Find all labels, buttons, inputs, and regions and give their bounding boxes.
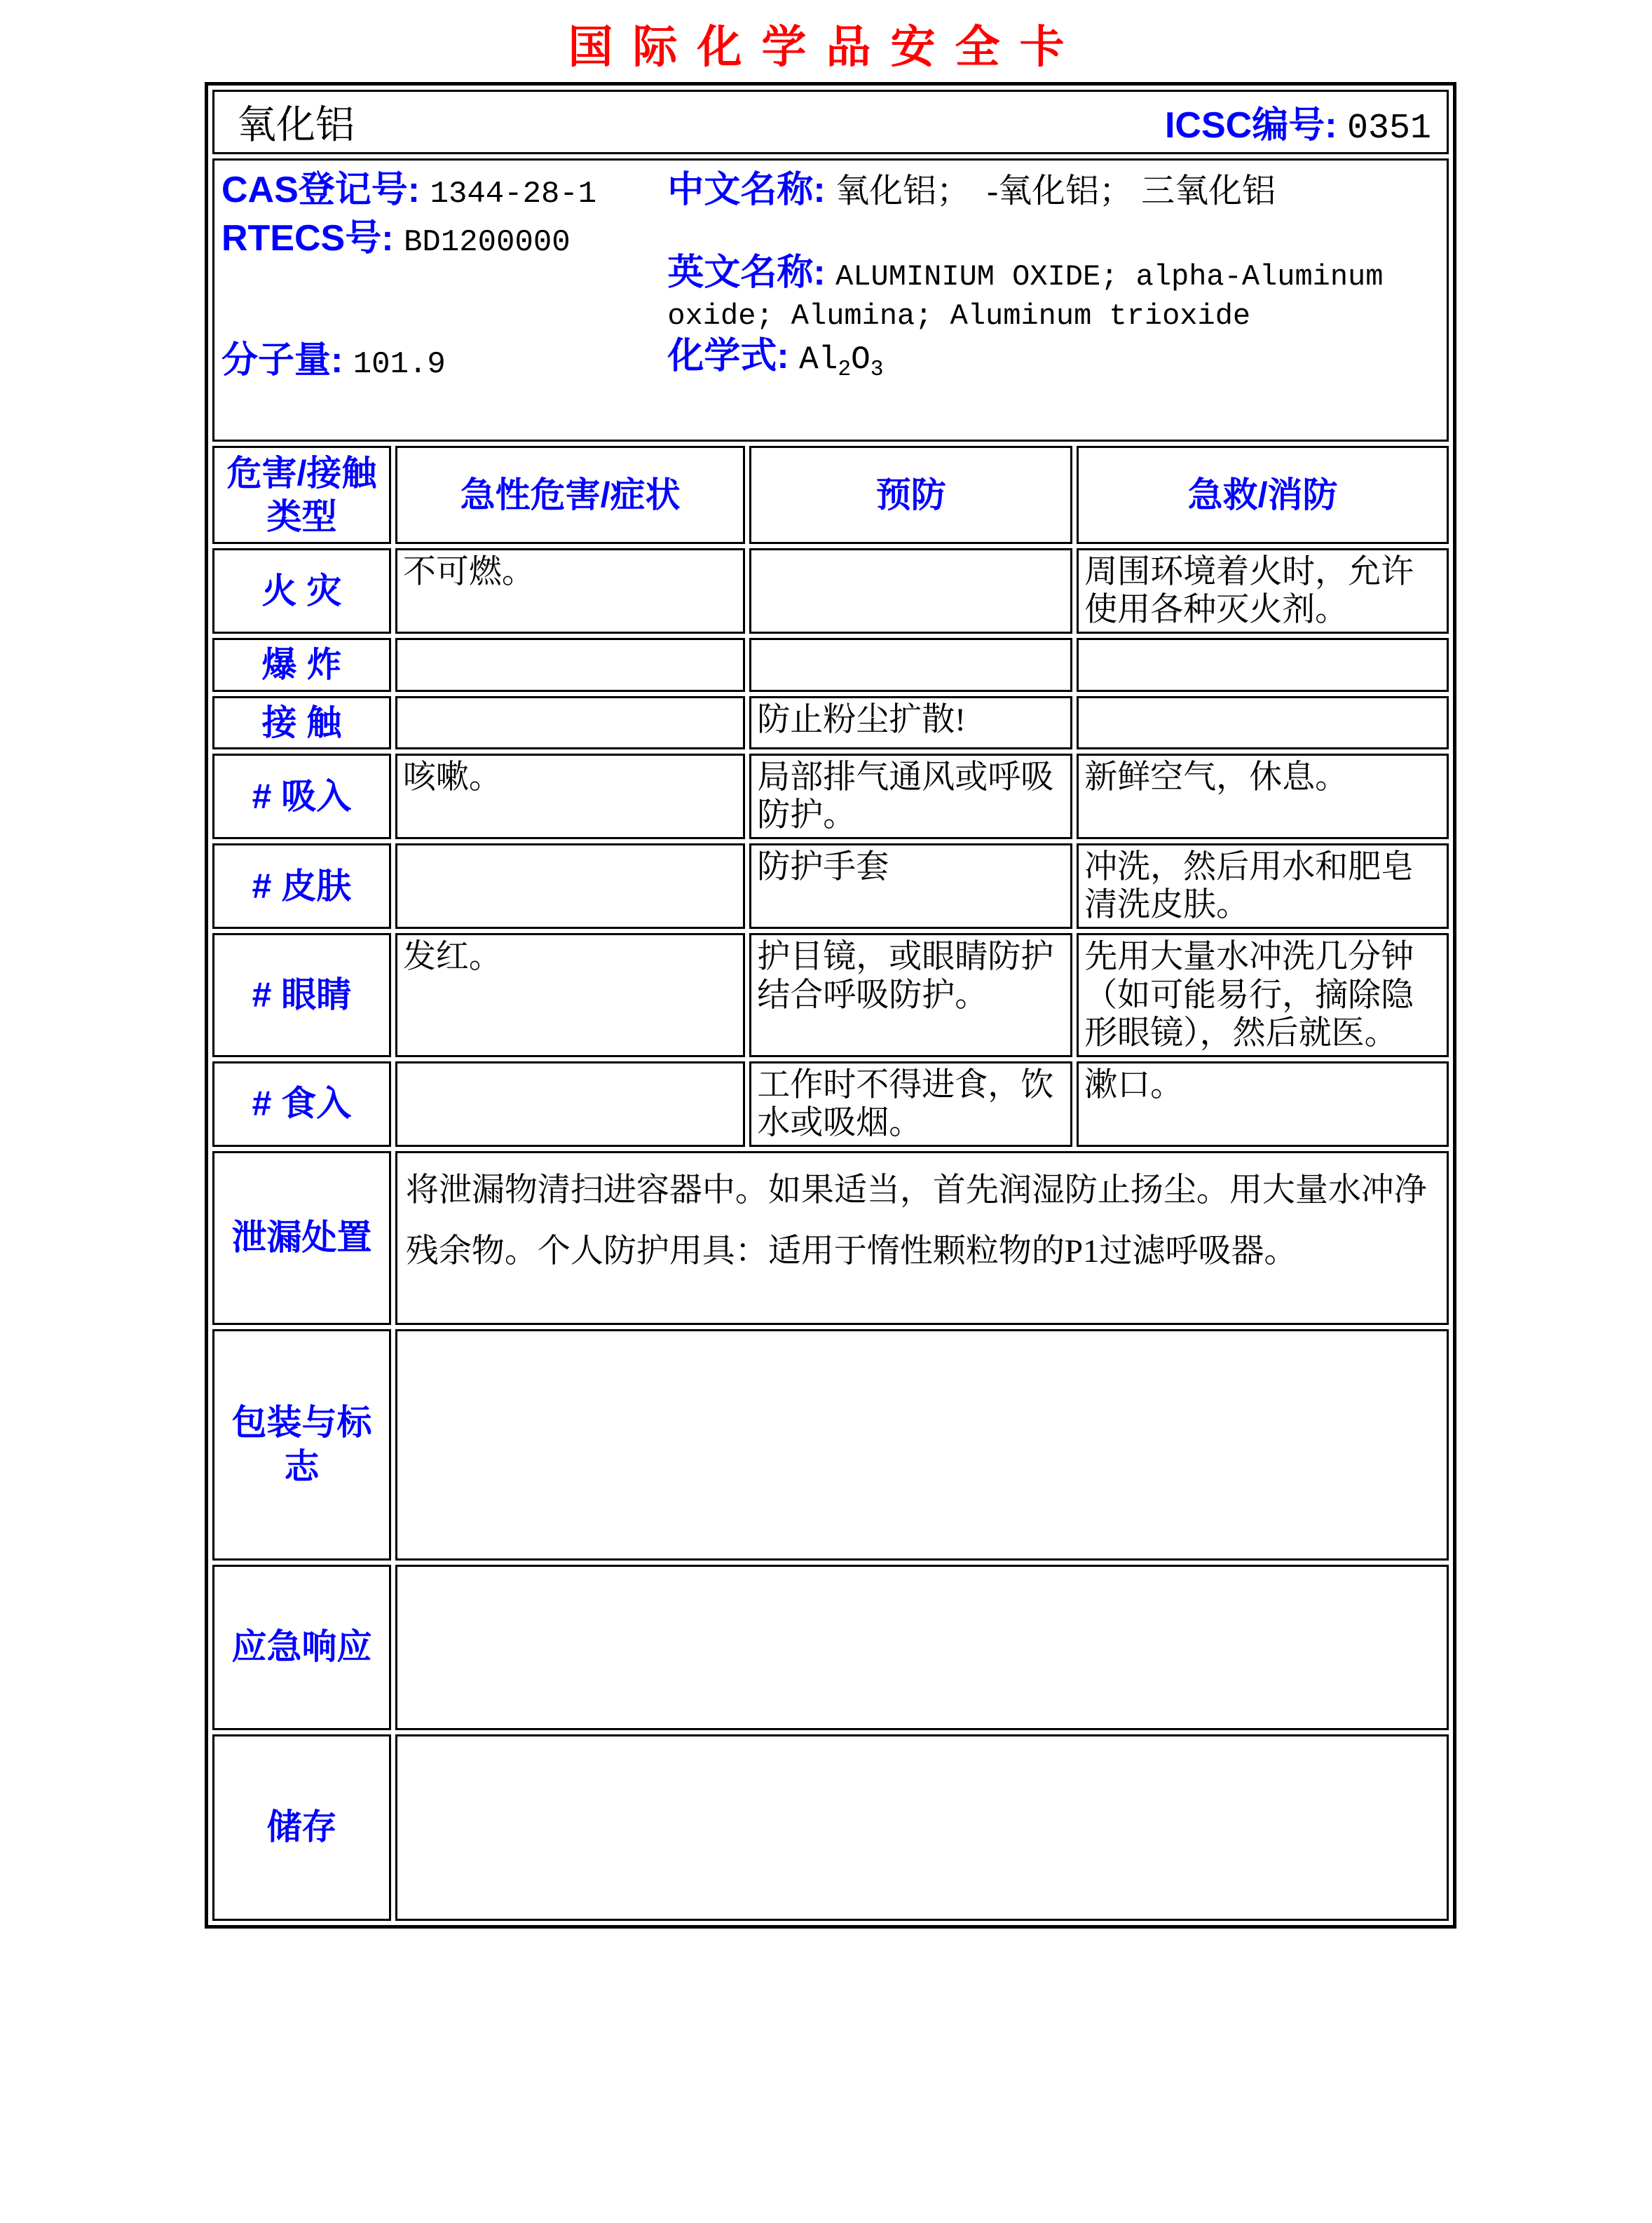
skin-symptoms bbox=[395, 843, 745, 929]
table-row-spillage bbox=[212, 1151, 1449, 1325]
ingestion-first-aid: 漱口。 bbox=[1077, 1061, 1449, 1147]
rtecs-value: BD1200000 bbox=[404, 225, 571, 261]
storage-content bbox=[395, 1734, 1449, 1921]
eyes-first-aid: 先用大量水冲洗几分钟（如可能易行，摘除隐形眼镜），然后就医。 bbox=[1077, 933, 1449, 1056]
skin-prevention: 防护手套 bbox=[749, 843, 1072, 929]
explosion-first-aid bbox=[1077, 638, 1449, 692]
table-row bbox=[212, 158, 1449, 442]
row-label-explosion: 爆 炸 bbox=[212, 638, 391, 692]
chinese-name-value: 氧化铝； -氧化铝； 三氧化铝 bbox=[835, 172, 1276, 210]
cas-field bbox=[221, 169, 667, 213]
registry-cell bbox=[212, 158, 1449, 442]
header-hazard-type: 危害/接触类型 bbox=[212, 446, 391, 544]
chinese-name-field bbox=[667, 169, 1437, 213]
table-row-explosion bbox=[212, 638, 1449, 692]
table-row bbox=[212, 90, 1449, 154]
row-label-fire: 火 灾 bbox=[212, 548, 391, 634]
rtecs-label: RTECS号: bbox=[221, 218, 404, 259]
header-first-aid: 急救/消防 bbox=[1077, 446, 1449, 544]
row-label-packaging: 包装与标志 bbox=[212, 1329, 391, 1561]
molecular-weight-field bbox=[221, 339, 667, 383]
table-row-eyes bbox=[212, 933, 1449, 1056]
english-name-label: 英文名称: bbox=[667, 252, 836, 294]
spillage-content: 将泄漏物清扫进容器中。如果适当，首先润湿防止扬尘。用大量水冲净残余物。个人防护用具：适用于惰性颗粒物的P1过滤呼吸器。 bbox=[395, 1151, 1449, 1325]
header-prevention: 预防 bbox=[749, 446, 1072, 544]
cas-value: 1344-28-1 bbox=[430, 177, 597, 212]
eyes-symptoms: 发红。 bbox=[395, 933, 745, 1056]
row-label-storage: 储存 bbox=[212, 1734, 391, 1921]
fire-first-aid: 周围环境着火时，允许使用各种灭火剂。 bbox=[1077, 548, 1449, 634]
substance-header bbox=[214, 94, 1447, 150]
chinese-name-label: 中文名称: bbox=[667, 170, 836, 211]
header-acute-symptoms: 急性危害/症状 bbox=[395, 446, 745, 544]
page-title: 国际化学品安全卡 bbox=[568, 22, 1084, 72]
molecular-weight-label: 分子量: bbox=[221, 340, 353, 381]
english-name-value: ALUMINIUM OXIDE; alpha-Aluminum oxide; Alumina; Aluminum trioxide bbox=[667, 260, 1401, 333]
chemical-formula-label: 化学式: bbox=[667, 336, 800, 377]
table-row-ingestion bbox=[212, 1061, 1449, 1147]
table-row-storage bbox=[212, 1734, 1449, 1921]
row-label-ingestion: # 食入 bbox=[212, 1061, 391, 1147]
english-name-field bbox=[667, 250, 1410, 335]
row-label-spillage: 泄漏处置 bbox=[212, 1151, 391, 1325]
table-row-emergency bbox=[212, 1565, 1449, 1730]
table-row-skin bbox=[212, 843, 1449, 929]
molecular-weight-value: 101.9 bbox=[353, 347, 446, 383]
substance-header-cell bbox=[212, 90, 1449, 154]
row-label-emergency: 应急响应 bbox=[212, 1565, 391, 1730]
substance-name: 氧化铝 bbox=[237, 104, 355, 148]
inhalation-symptoms: 咳嗽。 bbox=[395, 754, 745, 839]
contact-first-aid bbox=[1077, 696, 1449, 750]
registry-grid bbox=[214, 161, 1447, 395]
row-label-eyes: # 眼睛 bbox=[212, 933, 391, 1056]
row-label-contact: 接 触 bbox=[212, 696, 391, 750]
hazard-header-row bbox=[212, 446, 1449, 544]
emergency-content bbox=[395, 1565, 1449, 1730]
inhalation-first-aid: 新鲜空气，休息。 bbox=[1077, 754, 1449, 839]
inhalation-prevention: 局部排气通风或呼吸防护。 bbox=[749, 754, 1072, 839]
fire-symptoms: 不可燃。 bbox=[395, 548, 745, 634]
chemical-formula-value: $Al_2O_3$ bbox=[799, 341, 884, 383]
row-label-inhalation: # 吸入 bbox=[212, 754, 391, 839]
packaging-content bbox=[395, 1329, 1449, 1561]
ingestion-symptoms bbox=[395, 1061, 745, 1147]
chemical-formula-field bbox=[667, 335, 1437, 383]
contact-prevention: 防止粉尘扩散! bbox=[749, 696, 1072, 750]
explosion-prevention bbox=[749, 638, 1072, 692]
icsc-number-block bbox=[1165, 95, 1431, 149]
row-label-skin: # 皮肤 bbox=[212, 843, 391, 929]
fire-prevention bbox=[749, 548, 1072, 634]
icsc-number-label: ICSC编号: bbox=[1164, 105, 1347, 147]
skin-first-aid: 冲洗，然后用水和肥皂清洗皮肤。 bbox=[1077, 843, 1449, 929]
eyes-prevention: 护目镜，或眼睛防护结合呼吸防护。 bbox=[749, 933, 1072, 1056]
explosion-symptoms bbox=[395, 638, 745, 692]
icsc-card-table bbox=[205, 82, 1456, 1929]
ingestion-prevention: 工作时不得进食，饮水或吸烟。 bbox=[749, 1061, 1072, 1147]
table-row-packaging bbox=[212, 1329, 1449, 1561]
rtecs-field bbox=[221, 217, 667, 335]
table-row-contact bbox=[212, 696, 1449, 750]
contact-symptoms bbox=[395, 696, 745, 750]
table-row-fire bbox=[212, 548, 1449, 634]
cas-label: CAS登记号: bbox=[221, 170, 430, 211]
icsc-number-value: 0351 bbox=[1346, 109, 1431, 149]
table-row-inhalation bbox=[212, 754, 1449, 839]
